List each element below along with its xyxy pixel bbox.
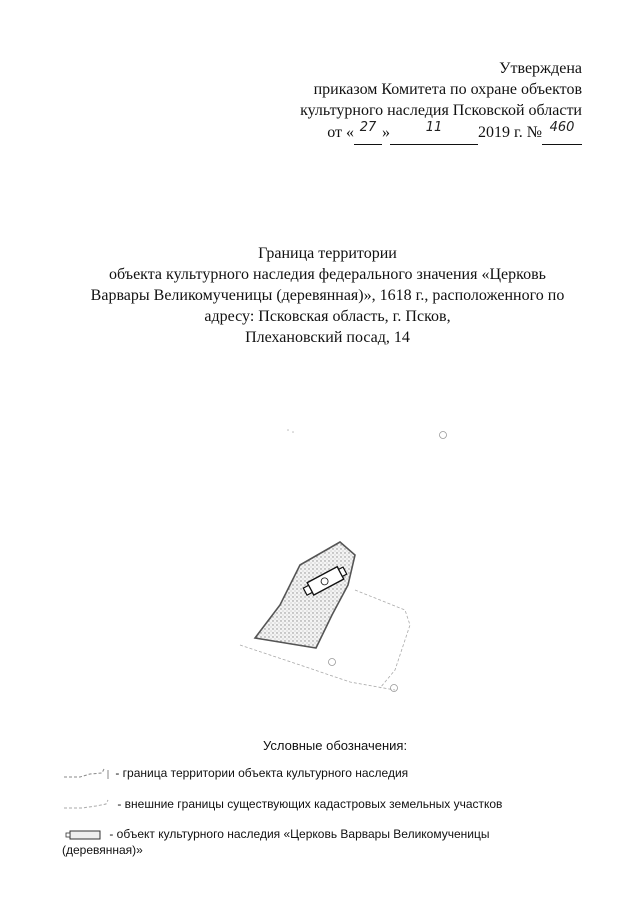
approval-date-line: [252, 122, 582, 145]
approval-order-line: приказом Комитета по охране объектов: [313, 81, 582, 98]
document-title: [40, 243, 615, 348]
heritage-object-icon: [62, 828, 106, 842]
map-marker-icon: [440, 432, 447, 439]
legend-label-boundary: - граница территории объекта культурного наследия: [112, 766, 409, 780]
legend-label-heritage-object: - объект культурного наследия «Церковь Варвары Великомученицы (деревянная)»: [62, 827, 490, 857]
cadastral-boundary-line: [240, 645, 395, 690]
legend-label-cadastral: - внешние границы существующих кадастровых земельных участков: [114, 797, 503, 811]
legend-item-heritage-object: [62, 826, 522, 858]
territory-map: [220, 420, 450, 700]
year-text: 2019 г. №: [477, 124, 542, 141]
map-dot: [287, 429, 289, 431]
title-line-2: объекта культурного наследия федерального значения «Церковь: [109, 266, 546, 283]
number-handwritten: 460: [549, 120, 575, 135]
boundary-line-icon: [62, 767, 112, 781]
heritage-territory-area: [255, 542, 355, 648]
approval-committee-line: культурного наследия Псковской области: [300, 102, 582, 119]
cadastral-boundary-line: [355, 590, 410, 688]
legend-item-boundary: [62, 765, 408, 781]
map-dot: [292, 431, 294, 433]
day-blank: [354, 122, 382, 145]
legend-heading: Условные обозначения:: [263, 738, 408, 753]
title-line-3: Варвары Великомученицы (деревянная)», 1618 г., расположенного по: [90, 287, 565, 304]
number-blank: [542, 122, 582, 145]
month-handwritten: 11: [425, 120, 443, 135]
approval-block: [252, 58, 582, 145]
date-mid: »: [381, 124, 390, 141]
map-marker-icon: [391, 685, 398, 692]
title-line-1: Граница территории: [258, 245, 397, 262]
cadastral-line-icon: [62, 798, 114, 812]
approval-title: Утверждена: [499, 60, 582, 77]
date-prefix: от «: [327, 124, 354, 141]
map-marker-icon: [329, 659, 336, 666]
title-line-5: Плехановский посад, 14: [245, 329, 410, 346]
month-blank: [390, 122, 478, 145]
title-line-4: адресу: Псковская область, г. Псков,: [204, 308, 451, 325]
day-handwritten: 27: [359, 120, 377, 135]
legend-item-cadastral: [62, 796, 502, 812]
